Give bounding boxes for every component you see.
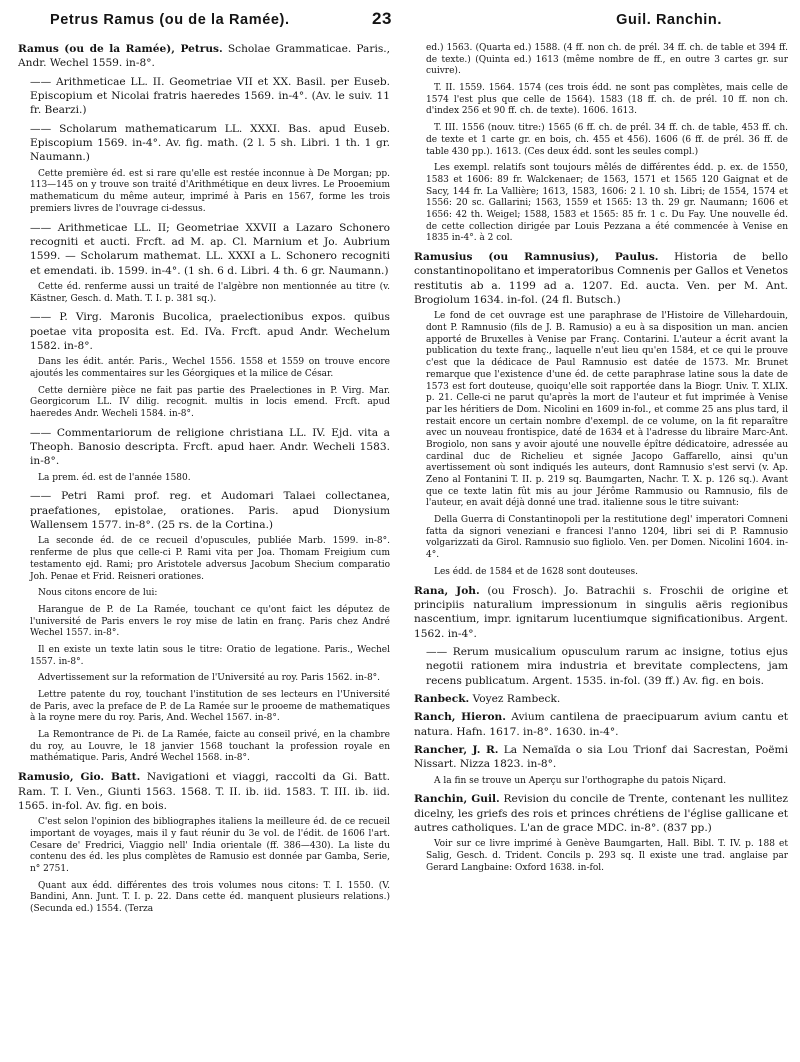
bibliography-entry [414, 792, 788, 835]
entry-text: (ou Frosch). Jo. Batrachii s. Froschii de origine et principiis naturalium impressionum in singulis aëris regionibus nascentium, impr. ignitarum lucentiumque significationibus. Argent. 1562. in-4°. [414, 584, 788, 640]
entry-text: Navigationi et viaggi, raccolti da Gi. Batt. Ram. T. I. Ven., Giunti 1563. 1568. T. II. ib. iid. 1583. T. III. ib. iid. 1565. in-fol. Av. fig. en bois. [18, 771, 390, 812]
note: Harangue de P. de La Ramée, touchant ce qu'ont faict les députez de l'université de Paris envers le roy mise de latin en franç. Paris chez André Wechel 1557. in-8°. [30, 604, 390, 639]
note: Della Guerra di Constantinopoli per la restitutione degl' imperatori Comneni fatta da signori veneziani e francesi l'anno 1204, libri sei di P. Ramnusio volgarizzati da Girol. Ramnusio suo figliolo. Ven. per Domen. Nicolini 1604. in-4°. [426, 515, 788, 561]
note: Les édd. de 1584 et de 1628 sont douteuses. [434, 566, 639, 577]
note: Cette première éd. est si rare qu'elle est restée inconnue à De Morgan; pp. 113—145 on y trouve son traité d'Arithmétique en deux livres. Le Prooemium mathematicum du même auteur, imprimé à Paris en 1567, forme les trois premiers livres de l'ouvrage ci-dessus. [30, 168, 390, 214]
header-left: Petrus Ramus (ou de la Ramée). [50, 12, 290, 28]
entry-heading: Ranch, Hieron. [414, 711, 506, 724]
note: T. III. 1556 (nouv. titre:) 1565 (6 ff. ch. de prél. 34 ff. ch. de table, 453 ff. ch. de texte et 1 carte gr. en bois, ch. 455 et 456). 1606 (6 ff. de prél. 36 ff. de table 430 pp.). 1613. (Ces deux édd. sont les seules compl.) [426, 123, 788, 157]
bibliography-entry [18, 42, 390, 71]
note: La Remontrance de Pi. de La Ramée, faicte au conseil privé, en la chambre du roy, au Louvre, le 18 janvier 1568 touchant la profession royale en mathématique. Paris, André Wechel 1568. in-8°. [30, 730, 390, 764]
right-column [414, 42, 788, 1054]
entry-text: La Nemaïda o sia Lou Trionf dai Sacrestan, Poëmi Nissart. Nizza 1823. in-8°. [414, 743, 788, 771]
note: T. II. 1559. 1564. 1574 (ces trois édd. ne sont pas complètes, mais celle de 1574 l'est plus que celle de 1564). 1583 (18 ff. ch. de prél. 10 ff. non ch. d'index 256 et 90 ff. ch. de texte). 1606. 1613. [426, 83, 788, 117]
note: Nous citons encore de lui: [38, 588, 158, 599]
entry-heading: Ranchin, Guil. [414, 793, 500, 806]
note: Cette éd. renferme aussi un traité de l'algèbre non mentionnée au titre (v. Kästner, Gesch. d. Math. T. I. p. 381 sq.). [30, 281, 390, 304]
note: Quant aux édd. différentes des trois volumes nous citons: T. I. 1550. (V. Bandini, Ann. Junt. T. I. p. 22. Dans cette éd. manquent plusieurs relations.) (Secunda ed.) 1554. (Terza [30, 880, 390, 914]
note: Les exempl. relatifs sont toujours mêlés de différentes édd. p. ex. de 1550, 1583 et 1606: 89 fr. Walckenaer; de 1563, 1571 et 1565 120 Gaignat et de Sacy, 144 fr. La Vallière; 1613, 1583, 1606: 2 l. 10 sh. Libri; de 1554, 1574 et 1556: 20 sc. Gallarini; 1563, 1559 et 1565: 13 th. 29 gr. Naumann; 1606 et 1656: 42 th. Weigel; 1588, 1583 et 1565: 85 fr. 1 c. Du Fay. Une nouvelle éd. de cette collection dirigée par Louis Pezzana a été commencée à Venise en 1835 in-4°. à 2 col. [426, 163, 788, 244]
note: Il en existe un texte latin sous le titre: Oratio de legatione. Paris., Wechel 1557. in-8°. [30, 644, 390, 667]
bibliography-entry [414, 584, 788, 641]
entry-heading: Ramusio, Gio. Batt. [18, 771, 141, 784]
sub-entry: —— Rerum musicalium opusculum rarum ac insigne, totius ejus negotii rationem mira industria et brevitate complectens, jam recens publicatum. Argent. 1535. in-fol. (39 ff.) Av. fig. en bois. [426, 645, 788, 687]
entry-text: Revision du concile de Trente, contenant les nullitez dicelny, les griefs des rois et princes chrétiens de l'église gallicane et autres catholiques. L'an de grace MDC. in-8°. (837 pp.) [414, 793, 788, 834]
left-column [18, 42, 390, 1054]
page-number: 23 [372, 9, 393, 28]
entry-heading: Ramusius (ou Ramnusius), Paulus. [414, 251, 659, 263]
sub-entry: —— Petri Rami prof. reg. et Audomari Talaei collectanea, praefationes, epistolae, orationes. Paris. apud Dionysium Wallensem 1577. in-8°. (25 rs. de la Cortina.) [30, 490, 390, 532]
entry-text: Scholae Grammaticae. Paris., Andr. Wechel 1559. in-8°. [18, 43, 390, 70]
note: Dans les édit. antér. Paris., Wechel 1556. 1558 et 1559 on trouve encore ajoutés les commentaires sur les Géorgiques et la milice de César. [30, 357, 390, 379]
bibliography-entry [18, 770, 390, 813]
entry-heading: Rancher, J. R. [414, 743, 499, 756]
bibliography-entry [414, 710, 788, 739]
note-continuation: ed.) 1563. (Quarta ed.) 1588. (4 ff. non ch. de prél. 34 ff. ch. de table et 394 ff. de texte.) (Quinta ed.) 1613 (même nombre de ff., en outre 3 cartes gr. sur cuivre). [426, 43, 788, 77]
note: Le fond de cet ouvrage est une paraphrase de l'Histoire de Villehardouin, dont P. Ramnusio (fils de J. B. Ramusio) a eu à sa disposition un man. ancien apporté de Bruxelles à Venise par Franç. Contarini. L'auteur a écrit avant la publication du texte franç., laquelle n'eut lieu qu'en 1584, et ce qui le prouve c'est que la dédicace de Paul Ramnusio est datée de 1573. Mr. Brunet remarque que l'existence d'une éd. de cette paraphrase latine sous la date de 1573 est fort douteuse, quoiqu'elle soit rapportée dans la Biogr. Univ. T. XLIX. p. 21. Celle-ci ne parut qu'après la mort de l'auteur et fut imprimée à Venise par les héritiers de Dom. Nicolini en 1609 in-fol., et comme 25 ans plus tard, il restait encore un certain nombre d'exempl. de ce volume, on la fit reparaître avec un nouveau frontispice, daté de 1634 et à l'adresse du libraire Marc-Ant. Brogiolo, non sans y avoir ajouté une nouvelle épître dédicatoire, adressée au cardinal duc de Richelieu et signée Jacopo Gaffarello, ainsi qu'un avertissement où sont indiqués les auteurs, dont Ramnusio s'est servi (v. Ap. Zeno al Fontanini T. II. p. 219 sq. Baumgarten, Nachr. T. X. p. 126 sq.). Avant que ce texte latin fût mis au jour Jérôme Rammusio ou Ramnusio, fils de l'auteur, en avait déjà donné une trad. italienne sous le titre suivant: [426, 311, 788, 509]
sub-entry: —— Arithmeticae LL. II. Geometriae VII et XX. Basil. per Euseb. Episcopium et Nicolai fratris haeredes 1569. in-4°. (Av. le suiv. 11 fr. Bearzi.) [30, 75, 390, 117]
entry-text: Historia de bello constantinopolitano et imperatoribus Comnenis per Gallos et Venetos restitutis ab a. 1199 ad a. 1207. Ed. aucta. Ven. per M. Ant. Brogiolum 1634. in-fol. (24 fl. Butsch.) [414, 251, 788, 307]
note: A la fin se trouve un Aperçu sur l'orthographe du patois Niçard. [434, 775, 727, 786]
entry-text: Voyez Rambeck. [469, 692, 561, 705]
entry-heading: Rana, Joh. [414, 584, 480, 597]
sub-entry: —— Scholarum mathematicarum LL. XXXI. Bas. apud Euseb. Episcopium 1569. in-4°. Av. fig. math. (2 l. 5 sh. Libri. 1 th. 1 gr. Naumann.) [30, 122, 390, 164]
running-header [10, 9, 786, 32]
bibliography-entry [414, 250, 788, 307]
entry-text: Avium cantilena de praecipuarum avium cantu et natura. Hafn. 1617. in-8°. 1630. in-4°. [414, 711, 788, 738]
entry-heading: Ranbeck. [414, 692, 470, 705]
note: La prem. éd. est de l'année 1580. [38, 472, 191, 483]
note: La seconde éd. de ce recueil d'opuscules, publiée Marb. 1599. in-8°. renferme de plus que celle-ci P. Rami vita per Joa. Thomam Freigium cum testamento ejd. Rami; pro Aristotele adversus Jacobum Shecium comparatio Joh. Penae et Frid. Reisneri orationes. [30, 536, 390, 582]
entry-heading: Ramus (ou de la Ramée), Petrus. [18, 43, 223, 55]
bibliography-entry [414, 692, 788, 706]
sub-entry: —— Commentariorum de religione christiana LL. IV. Ejd. vita a Theoph. Banosio descripta. Frcft. apud haer. Andr. Wecheli 1583. in-8°. [30, 426, 390, 468]
note: Voir sur ce livre imprimé à Genève Baumgarten, Hall. Bibl. T. IV. p. 188 et Salig, Gesch. d. Trident. Concils p. 293 sq. Il existe une trad. anglaise par Gerard Langbaine: Oxford 1638. in-fol. [426, 839, 788, 873]
sub-entry: —— Arithmeticae LL. II; Geometriae XXVII a Lazaro Schonero recogniti et aucti. Frcft. ad M. ap. Cl. Marnium et Jo. Aubrium 1599. — Scholarum mathemat. LL. XXXI a L. Schonero recogniti et emendati. ib. 1599. in-4°. (1 sh. 6 d. Libri. 4 th. 6 gr. Naumann.) [30, 221, 390, 277]
bibliography-entry [414, 743, 788, 772]
sub-entry: —— P. Virg. Maronis Bucolica, praelectionibus expos. quibus poetae vita proposita est. Ed. IVa. Frcft. apud Andr. Wechelum 1582. in-8°. [30, 311, 390, 352]
note: C'est selon l'opinion des bibliographes italiens la meilleure éd. de ce recueil important de voyages, mais il y faut réunir du 3e vol. de l'édit. de 1606 l'art. Cesare de' Fredrici, Viaggio nell' India orientale (ff. 386—430). La liste du contenu des éd. les plus complètes de Ramusio est donnée par Gamba, Serie, n° 2751. [30, 817, 390, 874]
note: Lettre patente du roy, touchant l'institution de ses lecteurs en l'Université de Paris, avec la preface de P. de La Ramée sur le prooeme de mathematiques à la royne mere du roy. Paris, And. Wechel 1567. in-8°. [30, 690, 390, 724]
note: Cette dernière pièce ne fait pas partie des Praelectiones in P. Virg. Mar. Georgicorum LL. IV dilig. recognit. multis in locis emend. Frcft. apud haeredes Andr. Wecheli 1584. in-8°. [30, 385, 390, 420]
note: Advertissement sur la reformation de l'Université au roy. Paris 1562. in-8°. [38, 673, 381, 684]
header-right: Guil. Ranchin. [616, 12, 722, 28]
